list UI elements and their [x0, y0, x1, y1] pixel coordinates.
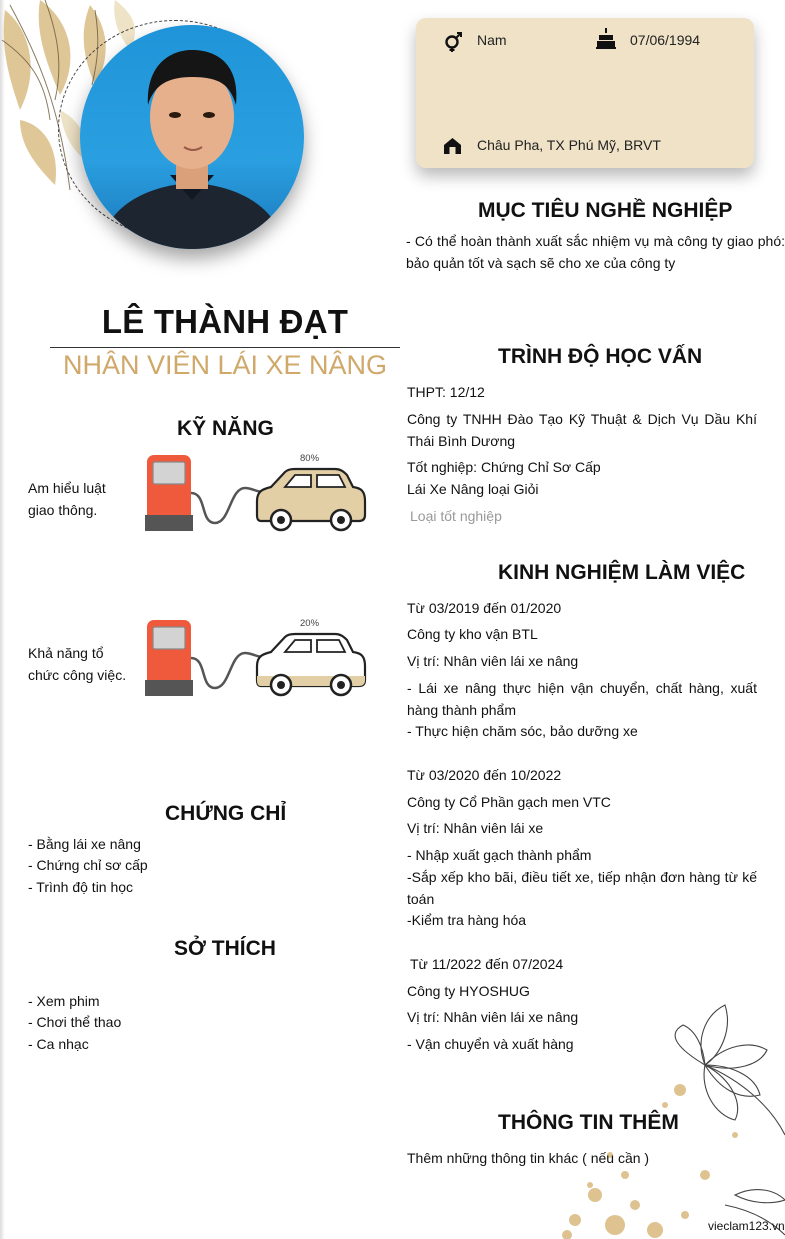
birthday-value: 07/06/1994: [630, 32, 701, 48]
objective-text: - Có thể hoàn thành xuất sắc nhiệm vụ mà công ty giao phó: bảo quản tốt và sạch sẽ cho xe của công ty: [406, 233, 785, 271]
skills-title: KỸ NĂNG: [177, 417, 274, 440]
contact-card: [416, 18, 754, 168]
job-duty: -Sắp xếp kho bãi, điều tiết xe, tiếp nhận đơn hàng từ kế toán: [407, 869, 757, 907]
job-company: Công ty HYOSHUG: [407, 983, 530, 999]
skill-label: Khả năng tổ chức công việc.: [28, 645, 127, 683]
fuel-pump-icon: [145, 620, 263, 696]
skill-gauge: [145, 453, 370, 533]
additional-title: THÔNG TIN THÊM: [498, 1111, 679, 1134]
job-position: Vị trí: Nhân viên lái xe nâng: [407, 653, 579, 669]
education-title: TRÌNH ĐỘ HỌC VẤN: [498, 345, 703, 368]
job-duty: - Thực hiện chăm sóc, bảo dưỡng xe: [407, 723, 638, 739]
experience-title: KINH NGHIỆM LÀM VIỆC: [498, 561, 746, 584]
job-period: Từ 11/2022 đến 07/2024: [410, 956, 564, 972]
job-duty: -Kiểm tra hàng hóa: [407, 912, 527, 928]
skill-percent: 20%: [300, 618, 320, 629]
skill-label: Am hiểu luật giao thông.: [28, 480, 106, 518]
job-period: Từ 03/2019 đến 01/2020: [407, 600, 562, 616]
hobbies-title: SỞ THÍCH: [174, 937, 276, 960]
car-icon: [257, 469, 365, 530]
hobby-item: - Ca nhạc: [28, 1036, 89, 1052]
certificates-title: CHỨNG CHỈ: [165, 802, 287, 825]
job-title: NHÂN VIÊN LÁI XE NÂNG: [62, 350, 388, 380]
certificate-item: - Trình độ tin học: [28, 879, 134, 895]
address-value: Châu Pha, TX Phú Mỹ, BRVT: [477, 137, 661, 153]
job-duty: - Nhập xuất gạch thành phẩm: [407, 847, 592, 863]
skill-gauge: [145, 618, 370, 698]
birthday-cake-icon: [596, 27, 616, 49]
job-position: Vị trí: Nhân viên lái xe nâng: [407, 1009, 579, 1025]
education-line: Lái Xe Nâng loại Giỏi: [407, 481, 539, 497]
car-icon: [257, 634, 365, 695]
education-placeholder: Loại tốt nghiệp: [410, 508, 502, 524]
home-icon: [443, 137, 462, 155]
certificate-item: - Bằng lái xe nâng: [28, 836, 141, 852]
job-duty: - Lái xe nâng thực hiện vận chuyển, chất hàng, xuất hàng thành phẩm: [407, 680, 757, 718]
education-line: Tốt nghiệp: Chứng Chỉ Sơ Cấp: [407, 459, 601, 475]
candidate-name: LÊ THÀNH ĐẠT: [101, 303, 349, 340]
education-line: Công ty TNHH Đào Tạo Kỹ Thuật & Dịch Vụ Dầu Khí Thái Bình Dương: [407, 411, 757, 449]
certificate-item: - Chứng chỉ sơ cấp: [28, 857, 148, 873]
name-divider: [50, 347, 400, 348]
job-duty: - Vận chuyển và xuất hàng: [407, 1036, 574, 1052]
hobby-item: - Chơi thể thao: [28, 1014, 122, 1030]
watermark: vieclam123.vn: [708, 1219, 785, 1233]
gender-icon: [442, 31, 464, 53]
gender-value: Nam: [477, 32, 507, 48]
hobby-item: - Xem phim: [28, 993, 100, 1009]
job-period: Từ 03/2020 đến 10/2022: [407, 767, 562, 783]
additional-text: Thêm những thông tin khác ( nếu cần ): [407, 1150, 650, 1166]
job-company: Công ty Cổ Phần gạch men VTC: [407, 794, 611, 810]
avatar: [80, 25, 304, 249]
education-line: THPT: 12/12: [407, 384, 485, 400]
job-position: Vị trí: Nhân viên lái xe: [407, 820, 544, 836]
job-company: Công ty kho vận BTL: [407, 626, 538, 642]
skill-percent: 80%: [300, 453, 320, 464]
fuel-pump-icon: [145, 455, 263, 531]
objective-title: MỤC TIÊU NGHỀ NGHIỆP: [478, 199, 733, 222]
